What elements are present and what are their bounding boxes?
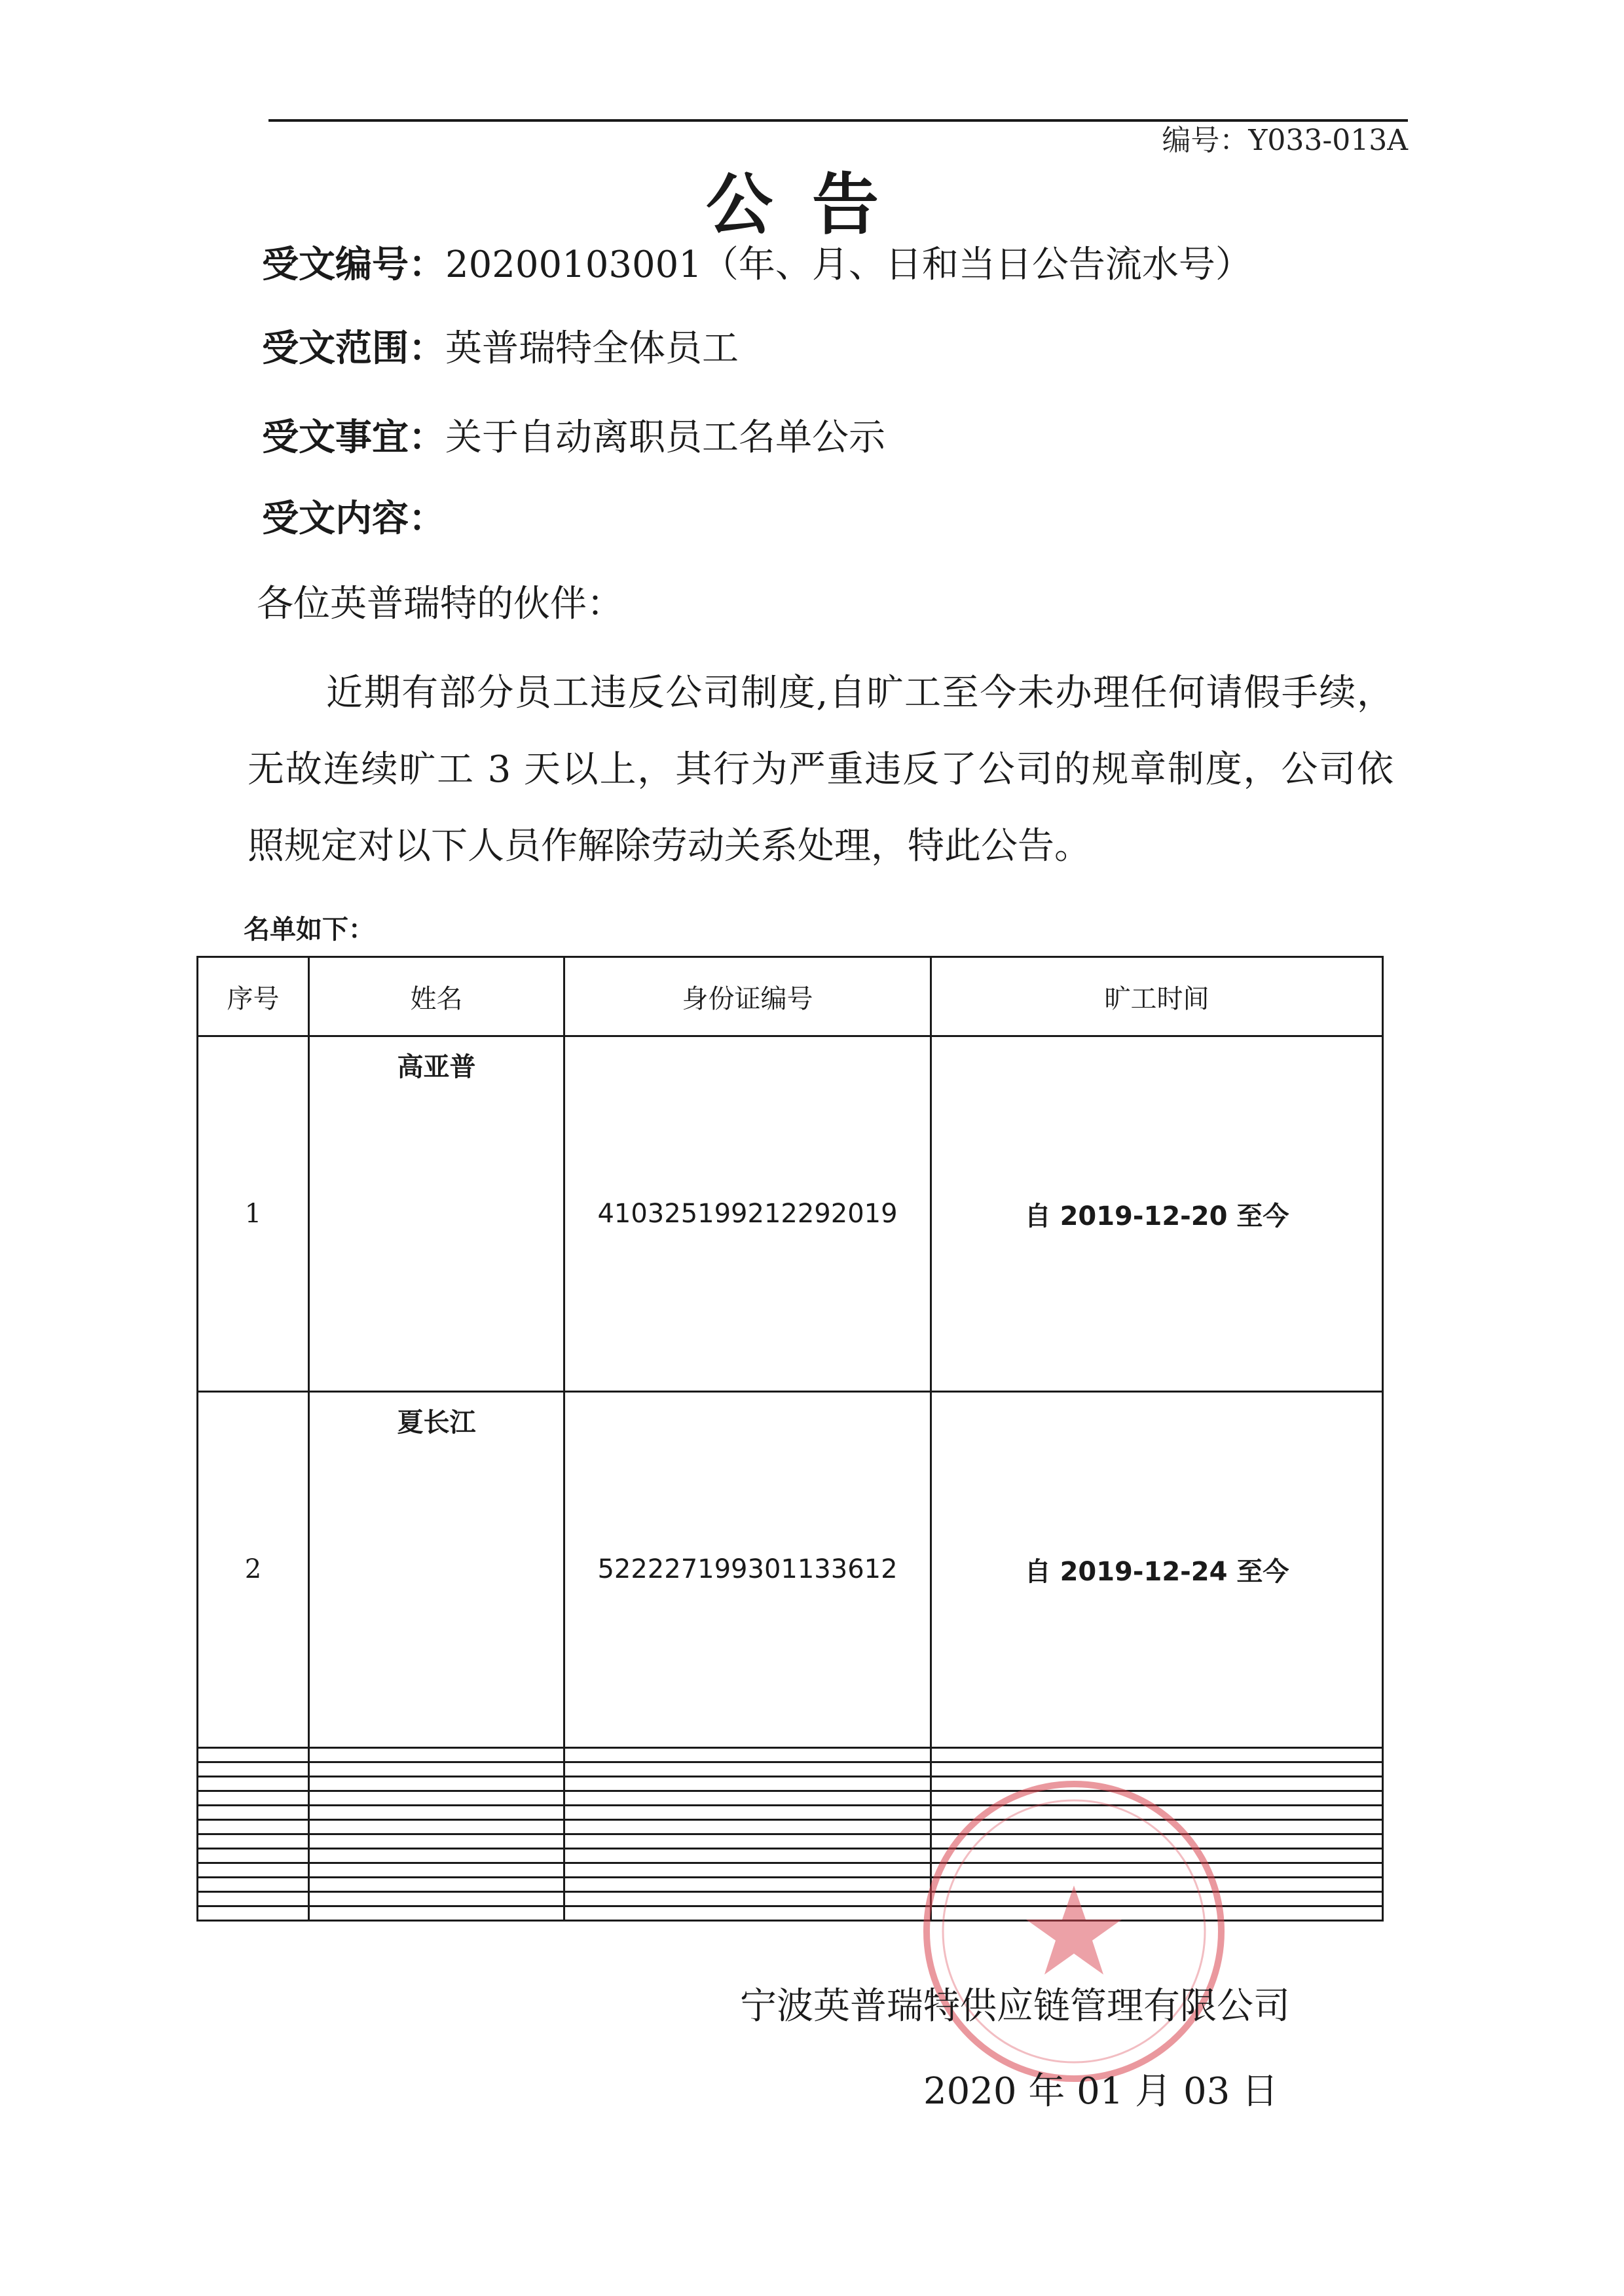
table-row-empty: [198, 1805, 1383, 1819]
cell-name: [309, 1776, 564, 1791]
document-title: 公告: [706, 166, 918, 244]
cell-id-number: [564, 1834, 931, 1848]
cell-id-number: [564, 1906, 931, 1920]
cell-absence-time: [931, 1747, 1383, 1762]
cell-number: [198, 1776, 309, 1791]
company-name: 宁波英普瑞特供应链管理有限公司: [740, 1985, 1290, 2028]
cell-name: [309, 1819, 564, 1834]
header-name: 姓名: [309, 957, 564, 1036]
table-row-empty: [198, 1819, 1383, 1834]
table-row-empty: [198, 1762, 1383, 1776]
cell-name: [309, 1891, 564, 1906]
cell-absence-time: [931, 1834, 1383, 1848]
cell-id-number: [564, 1776, 931, 1791]
cell-id-number: [564, 1891, 931, 1906]
table-row: [198, 1036, 1383, 1392]
cell-number: 1: [198, 1036, 309, 1392]
employee-table-wrapper: [196, 956, 1382, 1922]
cell-id-number: [564, 1747, 931, 1762]
cell-absence-time: [931, 1863, 1383, 1877]
document-code: 编号：Y033-013A: [1162, 124, 1408, 157]
cell-name: [309, 1848, 564, 1863]
cell-name: [309, 1805, 564, 1819]
table-row-empty: [198, 1877, 1383, 1891]
table-row-empty: [198, 1891, 1383, 1906]
cell-absence-time: [931, 1776, 1383, 1791]
field-label: 受文内容：: [262, 498, 445, 540]
table-row-empty: [198, 1848, 1383, 1863]
cell-number: [198, 1762, 309, 1776]
cell-name: [309, 1863, 564, 1877]
field-scope: [262, 319, 739, 372]
cell-number: [198, 1747, 309, 1762]
table-row-empty: [198, 1747, 1383, 1762]
announcement-body: 近期有部分员工违反公司制度,自旷工至今未办理任何请假手续，无故连续旷工 3 天以上，其行为严重违反了公司的规章制度，公司依照规定对以下人员作解除劳动关系处理，特此公告。: [248, 672, 1393, 867]
field-value: 英普瑞特全体员工: [445, 327, 739, 370]
cell-number: [198, 1819, 309, 1834]
cell-id-number: [564, 1805, 931, 1819]
cell-absence-time: [931, 1819, 1383, 1834]
cell-id-number: [564, 1863, 931, 1877]
cell-number: [198, 1805, 309, 1819]
cell-number: [198, 1848, 309, 1863]
cell-id-number: 522227199301133612: [564, 1392, 931, 1747]
employee-table: [196, 956, 1384, 1922]
header-id-number: 身份证编号: [564, 957, 931, 1036]
cell-number: [198, 1877, 309, 1891]
cell-number: [198, 1891, 309, 1906]
table-row-empty: [198, 1834, 1383, 1848]
cell-id-number: [564, 1791, 931, 1805]
field-value: 关于自动离职员工名单公示: [445, 416, 885, 459]
cell-number: 2: [198, 1392, 309, 1747]
table-row-empty: [198, 1863, 1383, 1877]
cell-name: [309, 1834, 564, 1848]
cell-absence-time: [931, 1791, 1383, 1805]
cell-absence-time: [931, 1906, 1383, 1920]
table-row-empty: [198, 1791, 1383, 1805]
cell-absence-time: 自 2019-12-24 至今: [931, 1392, 1383, 1747]
cell-number: [198, 1791, 309, 1805]
cell-id-number: [564, 1762, 931, 1776]
header-absence-time: 旷工时间: [931, 957, 1383, 1036]
table-row: [198, 1392, 1383, 1747]
cell-id-number: [564, 1848, 931, 1863]
issue-date: 2020 年 01 月 03 日: [923, 2070, 1279, 2113]
field-label: 受文事宜：: [262, 416, 445, 459]
cell-id-number: [564, 1877, 931, 1891]
cell-id-number: 410325199212292019: [564, 1036, 931, 1392]
header-number: 序号: [198, 957, 309, 1036]
cell-absence-time: 自 2019-12-20 至今: [931, 1036, 1383, 1392]
field-content: [262, 490, 445, 542]
field-label: 受文编号：: [262, 244, 445, 286]
cell-name: [309, 1747, 564, 1762]
table-row-empty: [198, 1776, 1383, 1791]
field-subject: [262, 409, 885, 461]
field-reference-number: [262, 236, 1252, 288]
greeting: 各位英普瑞特的伙伴：: [257, 583, 623, 625]
cell-name: [309, 1906, 564, 1920]
cell-name: [309, 1762, 564, 1776]
cell-absence-time: [931, 1891, 1383, 1906]
cell-name: [309, 1791, 564, 1805]
table-row-empty: [198, 1906, 1383, 1920]
cell-absence-time: [931, 1848, 1383, 1863]
cell-number: [198, 1834, 309, 1848]
table-header-row: [198, 957, 1383, 1036]
field-value: 20200103001（年、月、日和当日公告流水号）: [445, 244, 1252, 286]
cell-number: [198, 1906, 309, 1920]
cell-absence-time: [931, 1877, 1383, 1891]
cell-name: 夏长江: [309, 1392, 564, 1747]
cell-id-number: [564, 1819, 931, 1834]
cell-absence-time: [931, 1805, 1383, 1819]
field-label: 受文范围：: [262, 327, 445, 370]
cell-name: [309, 1877, 564, 1891]
cell-absence-time: [931, 1762, 1383, 1776]
cell-name: 高亚普: [309, 1036, 564, 1392]
cell-number: [198, 1863, 309, 1877]
list-heading: 名单如下：: [244, 915, 375, 945]
